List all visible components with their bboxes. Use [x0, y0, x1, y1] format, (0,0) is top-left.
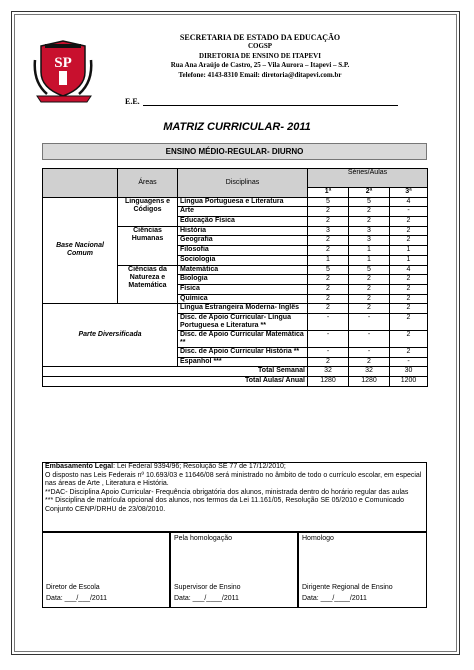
- discipline-cell: Disc. de Apoio Curricular História **: [178, 347, 308, 357]
- total-semanal-value: 30: [390, 367, 428, 377]
- value-cell: -: [308, 313, 349, 330]
- value-cell: 2: [308, 284, 349, 294]
- header-line-diretoria: DIRETORIA DE ENSINO DE ITAPEVI: [199, 51, 321, 60]
- header-serie-2: 2ª: [349, 188, 390, 198]
- discipline-cell: Disc. de Apoio Curricular Matemática **: [178, 330, 308, 347]
- value-cell: 2: [390, 347, 428, 357]
- header-areas: Áreas: [118, 169, 178, 198]
- signature-role: Diretor de Escola: [46, 584, 100, 591]
- value-cell: 2: [349, 207, 390, 217]
- area-linguagens: Linguagens e Códigos: [118, 197, 178, 226]
- value-cell: 2: [390, 236, 428, 246]
- header-series: Séries/Aulas: [308, 169, 428, 188]
- discipline-cell: Biologia: [178, 275, 308, 285]
- total-semanal-value: 32: [349, 367, 390, 377]
- value-cell: 2: [308, 294, 349, 304]
- value-cell: -: [390, 357, 428, 367]
- signature-role: Supervisor de Ensino: [174, 584, 241, 591]
- discipline-cell: Filosofia: [178, 246, 308, 256]
- header-serie-3: 3ª: [390, 188, 428, 198]
- page-title: MATRIZ CURRICULAR- 2011: [163, 121, 311, 133]
- value-cell: 2: [308, 304, 349, 314]
- discipline-cell: Língua Portuguesa e Literatura: [178, 197, 308, 207]
- value-cell: -: [349, 347, 390, 357]
- signature-date: Data: ___/____/2011: [302, 595, 367, 602]
- value-cell: 5: [308, 197, 349, 207]
- value-cell: 4: [390, 197, 428, 207]
- value-cell: -: [349, 330, 390, 347]
- value-cell: 2: [349, 304, 390, 314]
- total-semanal-label: Total Semanal: [43, 367, 308, 377]
- header-disciplinas: Disciplinas: [178, 169, 308, 198]
- value-cell: 2: [308, 217, 349, 227]
- total-anual-value: 1280: [349, 377, 390, 387]
- value-cell: 1: [390, 255, 428, 265]
- discipline-cell: História: [178, 226, 308, 236]
- value-cell: 4: [390, 265, 428, 275]
- value-cell: 3: [349, 226, 390, 236]
- value-cell: 2: [349, 217, 390, 227]
- discipline-cell: Sociologia: [178, 255, 308, 265]
- total-anual-label: Total Aulas/ Anual: [43, 377, 308, 387]
- value-cell: 2: [390, 226, 428, 236]
- signature-box-dirigente[interactable]: [298, 532, 427, 608]
- base-nacional-comum-label: Base Nacional Comum: [43, 197, 118, 304]
- discipline-cell: Disc. de Apoio Curricular- Língua Portuguesa e Literatura **: [178, 313, 308, 330]
- value-cell: 3: [349, 236, 390, 246]
- value-cell: 2: [308, 236, 349, 246]
- value-cell: 2: [349, 284, 390, 294]
- value-cell: -: [390, 207, 428, 217]
- legal-basis-text: : Lei Federal 9394/96; Resolução SE 77 de 17/12/2010;: [113, 463, 286, 470]
- course-subtitle: ENSINO MÉDIO-REGULAR- DIURNO: [42, 143, 427, 160]
- discipline-cell: Matemática: [178, 265, 308, 275]
- total-semanal-value: 32: [308, 367, 349, 377]
- discipline-cell: Educação Física: [178, 217, 308, 227]
- value-cell: 2: [349, 357, 390, 367]
- header-line-secretaria: SECRETARIA DE ESTADO DA EDUCAÇÃO: [179, 33, 341, 42]
- signature-heading: Homologo: [302, 535, 334, 542]
- note-leis-federais: O disposto nas Leis Federais nº 10.693/03 e 11646/08 será ministrado no âmbito de todo o currículo escolar, em especial nas áreas de Arte , Literatura e História.: [45, 471, 422, 488]
- value-cell: 5: [308, 265, 349, 275]
- header-line-cogsp: COGSP: [247, 42, 273, 51]
- institution-header: [150, 33, 370, 80]
- discipline-cell: Geografia: [178, 236, 308, 246]
- discipline-cell: Espanhol ***: [178, 357, 308, 367]
- note-espanhol: *** Disciplina de matrícula opcional dos alunos, nos termos da Lei 11.161/05, Resolução SE 05/2010 e Comunicado Conjunto CENP/DRHU de 23/08/2010.: [45, 497, 405, 513]
- value-cell: 2: [308, 275, 349, 285]
- value-cell: 5: [349, 197, 390, 207]
- value-cell: 1: [349, 246, 390, 256]
- signature-heading: Pela homologação: [174, 535, 232, 542]
- value-cell: 1: [349, 255, 390, 265]
- corner-cell: [43, 169, 118, 198]
- signature-date: Data: ___/____/2011: [174, 595, 239, 602]
- value-cell: 2: [390, 284, 428, 294]
- header-line-contact: Telefone: 4143-8310 Email: diretoria@ditapevi.com.br: [178, 70, 342, 79]
- note-dac: **DAC- Disciplina Apoio Curricular- Frequência obrigatória dos alunos, ministrada dentro do horário regular das aulas: [45, 488, 409, 496]
- value-cell: 2: [349, 294, 390, 304]
- sp-state-seal-logo: [33, 38, 99, 106]
- value-cell: 2: [390, 294, 428, 304]
- area-ciencias-humanas: Ciências Humanas: [118, 226, 178, 265]
- legal-basis-line: [45, 463, 424, 472]
- value-cell: 2: [308, 207, 349, 217]
- value-cell: 2: [390, 330, 428, 347]
- value-cell: 3: [308, 226, 349, 236]
- header-line-address: Rua Ana Araújo de Castro, 25 – Vila Aurora – Itapevi – S.P.: [170, 61, 350, 70]
- value-cell: 2: [308, 357, 349, 367]
- signature-role: Dirigente Regional de Ensino: [302, 584, 393, 591]
- value-cell: -: [349, 313, 390, 330]
- parte-diversificada-label: Parte Diversificada: [43, 304, 178, 367]
- value-cell: 1: [390, 246, 428, 256]
- legal-basis-label: Embasamento Legal: [45, 463, 114, 470]
- ee-fill-line[interactable]: [143, 105, 398, 106]
- value-cell: 2: [308, 246, 349, 256]
- value-cell: 2: [349, 275, 390, 285]
- curriculum-table: [42, 168, 428, 387]
- legal-notes-box: [42, 462, 427, 532]
- value-cell: 2: [390, 275, 428, 285]
- ee-label: E.E.: [125, 97, 140, 106]
- signature-date: Data: ___/___/2011: [46, 595, 107, 602]
- value-cell: 5: [349, 265, 390, 275]
- discipline-cell: Química: [178, 294, 308, 304]
- discipline-cell: Arte: [178, 207, 308, 217]
- area-ciencias-natureza: Ciências da Natureza e Matemática: [118, 265, 178, 304]
- total-anual-value: 1200: [390, 377, 428, 387]
- header-serie-1: 1ª: [308, 188, 349, 198]
- value-cell: -: [308, 347, 349, 357]
- total-anual-value: 1280: [308, 377, 349, 387]
- value-cell: 1: [308, 255, 349, 265]
- value-cell: 2: [390, 313, 428, 330]
- signature-box-diretor[interactable]: [42, 532, 170, 608]
- signature-box-supervisor[interactable]: [170, 532, 298, 608]
- discipline-cell: Física: [178, 284, 308, 294]
- value-cell: 2: [390, 217, 428, 227]
- discipline-cell: Língua Estrangeira Moderna- Inglês: [178, 304, 308, 314]
- value-cell: -: [308, 330, 349, 347]
- value-cell: 2: [390, 304, 428, 314]
- seal-sp-text: SP: [54, 55, 72, 71]
